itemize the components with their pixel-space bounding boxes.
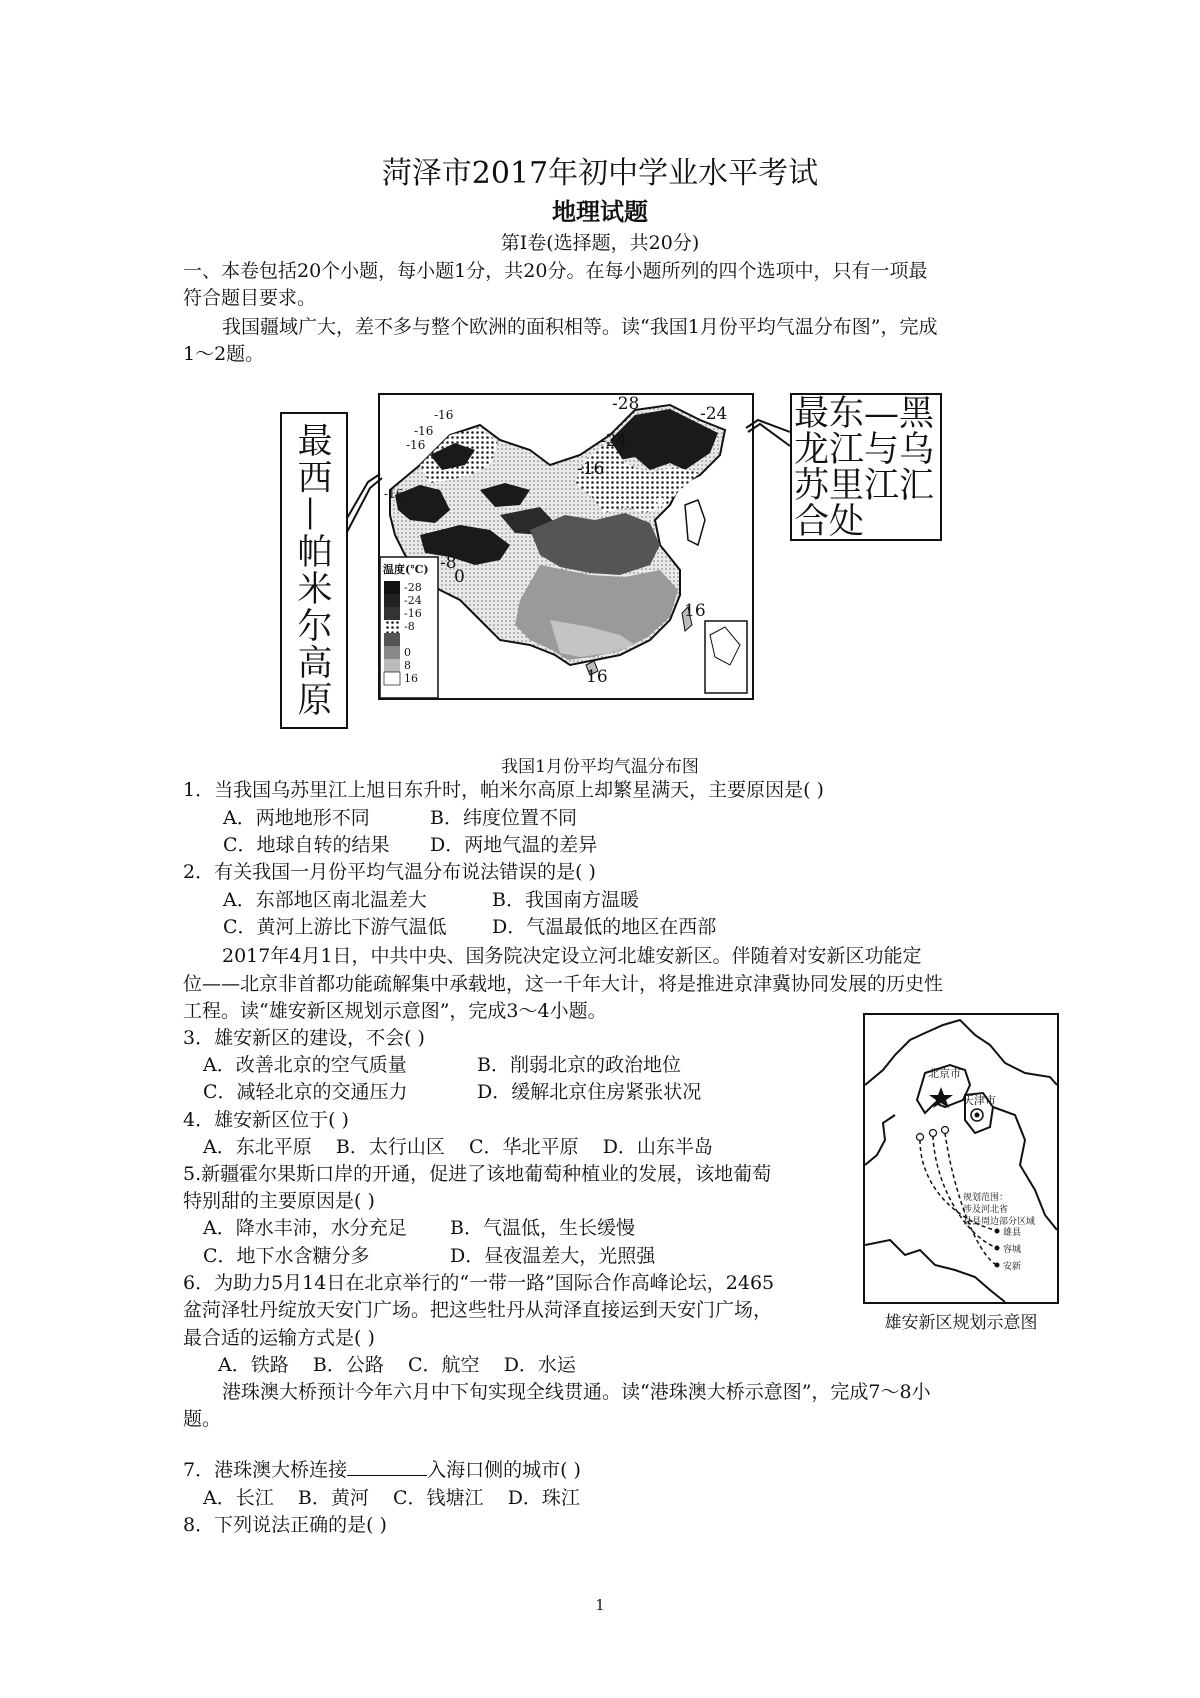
intro-2-line-2: 位——北京非首都功能疏解集中承载地，这一千年大计，将是推进京津冀协同发展的历史性 xyxy=(183,973,944,995)
q1-option-d: D．两地气温的差异 xyxy=(430,834,598,856)
intro-2-line-3: 工程。读“雄安新区规划示意图”，完成3～4小题。 xyxy=(183,1000,607,1022)
isotherm-label: -16 xyxy=(406,438,426,452)
callout-east-line: 最东—黑 xyxy=(794,394,935,434)
legend-value: 16 xyxy=(404,672,418,685)
intro-3-line-1: 港珠澳大桥预计今年六月中下旬实现全线贯通。读“港珠澳大桥示意图”，完成7～8小 xyxy=(222,1381,931,1403)
isotherm-label: 16 xyxy=(586,667,608,687)
legend-value: -16 xyxy=(404,607,422,620)
q7-options: A．长江 B．黄河 C．钱塘江 D．珠江 xyxy=(203,1487,580,1509)
isotherm-label: -16 xyxy=(577,459,605,479)
q1-stem: 1．当我国乌苏里江上旭日东升时，帕米尔高原上却繁星满天，主要原因是( ) xyxy=(183,779,824,801)
q5-option-c: C．地下水含糖分多 xyxy=(203,1245,370,1267)
intro-3-line-2: 题。 xyxy=(183,1408,222,1430)
q7-stem-before: 7．港珠澳大桥连接 xyxy=(183,1459,348,1481)
page-subtitle: 地理试题 xyxy=(552,197,648,226)
legend-value: 8 xyxy=(404,659,411,672)
q2-option-d: D．气温最低的地区在西部 xyxy=(492,916,717,938)
q6-line-2: 盆菏泽牡丹绽放天安门广场。把这些牡丹从菏泽直接运到天安门广场， xyxy=(183,1299,773,1321)
xiongan-map xyxy=(863,1013,1059,1304)
callout-east xyxy=(790,393,942,541)
intro-1-line-1: 我国疆域广大，差不多与整个欧洲的面积相等。读“我国1月份平均气温分布图”，完成 xyxy=(222,316,938,338)
part-heading: 第Ⅰ卷(选择题，共20分) xyxy=(500,232,700,254)
xiongan-map-graphic xyxy=(865,1015,1057,1302)
legend-value: 0 xyxy=(404,646,411,659)
q3-stem: 3．雄安新区的建设，不会( ) xyxy=(183,1027,425,1049)
q4-options: A．东北平原 B．太行山区 C．华北平原 D．山东半岛 xyxy=(203,1136,713,1158)
legend-value: -28 xyxy=(404,581,422,594)
callout-west-text: 最西—帕米尔高原 xyxy=(292,422,332,718)
q2-option-a: A．东部地区南北温差大 xyxy=(223,889,427,911)
map1-caption: 我国1月份平均气温分布图 xyxy=(501,757,699,777)
intro-1-line-2: 1～2题。 xyxy=(183,343,265,365)
page-title: 菏泽市2017年初中学业水平考试 xyxy=(381,156,819,191)
q2-option-b: B．我国南方温暖 xyxy=(492,889,639,911)
q5-option-a: A．降水丰沛，水分充足 xyxy=(203,1217,407,1239)
isotherm-label: 16 xyxy=(684,601,706,621)
q1-option-a: A．两地地形不同 xyxy=(223,807,370,829)
isotherm-label: -8 xyxy=(440,553,457,573)
isotherm-label: -8 xyxy=(649,495,666,515)
q7-stem-after: 入海口侧的城市( ) xyxy=(427,1459,581,1481)
q5-line-1: 5.新疆霍尔果斯口岸的开通，促进了该地葡萄种植业的发展，该地葡萄 xyxy=(183,1163,772,1185)
isotherm-label: -16 xyxy=(434,408,454,422)
isotherm-label: -16 xyxy=(384,487,404,501)
callout-east-line: 合处 xyxy=(794,502,865,542)
q5-line-2: 特别甜的主要原因是( ) xyxy=(183,1190,375,1212)
town-label: 雄县 xyxy=(1003,1228,1022,1238)
q4-stem: 4．雄安新区位于( ) xyxy=(183,1109,349,1131)
town-label: 容城 xyxy=(1003,1245,1022,1255)
q6-options: A．铁路 B．公路 C．航空 D．水运 xyxy=(218,1354,576,1376)
callout-leaders xyxy=(0,0,1200,760)
q1-option-b: B．纬度位置不同 xyxy=(430,807,577,829)
isotherm-label: -24 xyxy=(600,431,628,451)
q8-stem: 8．下列说法正确的是( ) xyxy=(183,1514,387,1536)
page-number: 1 xyxy=(595,1596,605,1614)
isotherm-label: -24 xyxy=(700,404,728,424)
tianjin-label: 天津市 xyxy=(963,1094,996,1107)
q3-option-c: C．减轻北京的交通压力 xyxy=(203,1081,408,1103)
legend-line: 县县周边部分区域 xyxy=(963,1217,1036,1227)
legend-line: 规划范围： xyxy=(963,1193,1009,1203)
q1-option-c: C．地球自转的结果 xyxy=(223,834,390,856)
callout-east-line: 苏里江汇 xyxy=(794,466,935,506)
q2-option-c: C．黄河上游比下游气温低 xyxy=(223,916,447,938)
q7-blank xyxy=(347,1457,427,1476)
legend-value: -8 xyxy=(404,620,415,633)
q3-option-d: D．缓解北京住房紧张状况 xyxy=(477,1081,702,1103)
callout-west xyxy=(280,412,348,729)
map2-caption: 雄安新区规划示意图 xyxy=(884,1313,1038,1333)
q5-option-b: B．气温低，生长缓慢 xyxy=(450,1217,635,1239)
legend-title: 温度(℃) xyxy=(383,563,429,576)
q3-option-a: A．改善北京的空气质量 xyxy=(203,1054,407,1076)
isotherm-label: -16 xyxy=(414,424,434,438)
legend-line: 涉及河北省 xyxy=(963,1205,1009,1215)
isotherm-label: 0 xyxy=(454,567,465,587)
q2-stem: 2．有关我国一月份平均气温分布说法错误的是( ) xyxy=(183,861,596,883)
town-label: 安新 xyxy=(1003,1262,1022,1272)
q6-line-3: 最合适的运输方式是( ) xyxy=(183,1327,375,1349)
beijing-label: 北京市 xyxy=(928,1067,961,1080)
q7-stem xyxy=(183,1457,581,1484)
q3-option-b: B．削弱北京的政治地位 xyxy=(477,1054,681,1076)
isotherm-label: -28 xyxy=(612,394,640,414)
q5-option-d: D．昼夜温差大，光照强 xyxy=(450,1245,656,1267)
instructions-line-1: 一、本卷包括20个小题，每小题1分，共20分。在每小题所列的四个选项中，只有一项最 xyxy=(183,260,928,282)
intro-2-line-1: 2017年4月1日，中共中央、国务院决定设立河北雄安新区。伴随着对安新区功能定 xyxy=(222,945,922,967)
legend-value: -24 xyxy=(404,594,422,607)
instructions-line-2: 符合题目要求。 xyxy=(183,287,317,309)
callout-east-line: 龙江与乌 xyxy=(794,430,935,470)
q6-line-1: 6．为助力5月14日在北京举行的“一带一路”国际合作高峰论坛，2465 xyxy=(183,1272,775,1294)
